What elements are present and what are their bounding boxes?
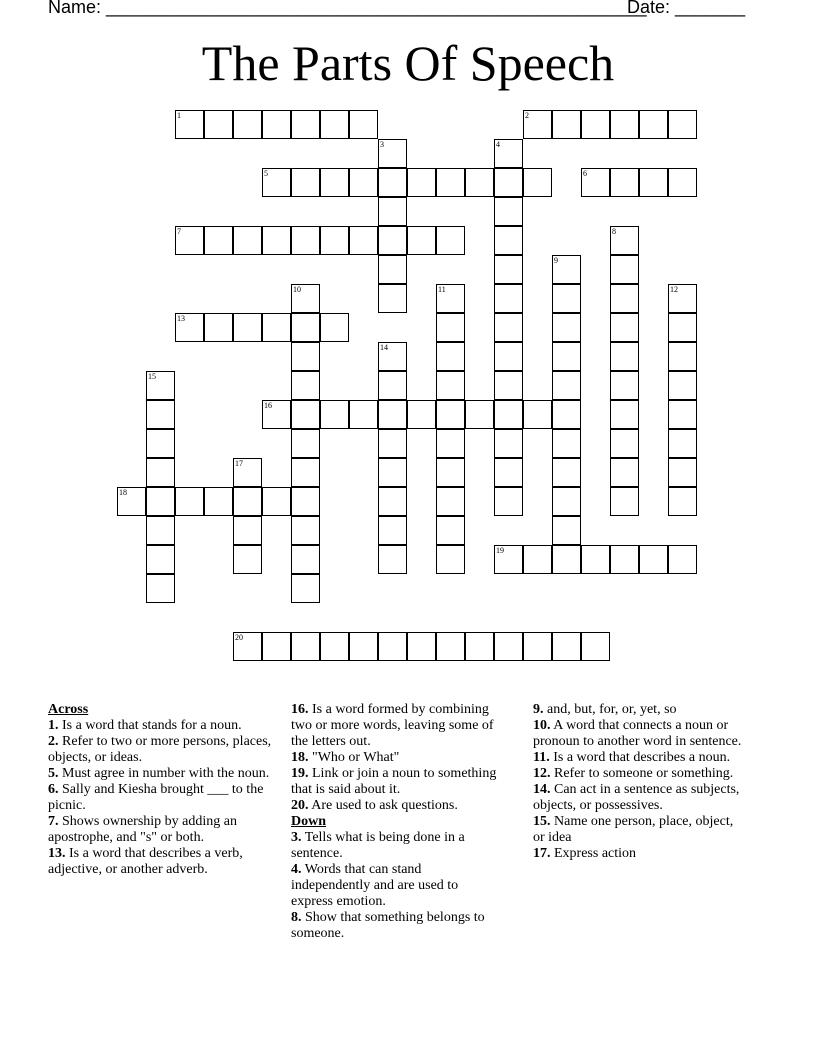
grid-cell[interactable] bbox=[552, 313, 581, 342]
grid-cell[interactable] bbox=[552, 487, 581, 516]
grid-cell[interactable] bbox=[378, 342, 407, 371]
grid-cell[interactable] bbox=[436, 429, 465, 458]
clue-number-label: 2 bbox=[525, 111, 529, 120]
grid-cell[interactable] bbox=[581, 545, 610, 574]
grid-cell[interactable] bbox=[610, 487, 639, 516]
grid-cell[interactable] bbox=[378, 545, 407, 574]
grid-cell[interactable] bbox=[494, 313, 523, 342]
date-field[interactable]: Date: _______ bbox=[627, 0, 746, 17]
page-title: The Parts Of Speech bbox=[201, 35, 615, 91]
grid-cell[interactable] bbox=[436, 168, 465, 197]
clue-across-5: 5. Must agree in number with the noun. bbox=[48, 766, 270, 781]
grid-cell[interactable] bbox=[523, 168, 552, 197]
grid-cell[interactable] bbox=[639, 545, 668, 574]
grid-cell[interactable] bbox=[204, 110, 233, 139]
grid-cell[interactable] bbox=[378, 487, 407, 516]
grid-cell[interactable] bbox=[146, 574, 175, 603]
grid-cell[interactable] bbox=[436, 545, 465, 574]
grid-cell[interactable] bbox=[175, 487, 204, 516]
clue-number-label: 1 bbox=[177, 111, 181, 120]
grid-cell[interactable] bbox=[436, 400, 465, 429]
grid-cell[interactable] bbox=[436, 516, 465, 545]
grid-cell[interactable] bbox=[552, 342, 581, 371]
clue-across-1: 1. Is a word that stands for a noun. bbox=[48, 718, 242, 733]
grid-cell[interactable] bbox=[668, 168, 697, 197]
grid-cell[interactable] bbox=[610, 545, 639, 574]
grid-cell[interactable] bbox=[581, 110, 610, 139]
grid-cell[interactable] bbox=[291, 371, 320, 400]
grid-cell[interactable] bbox=[349, 632, 378, 661]
clue-down-3: 3. Tells what is being done in a sentence. bbox=[291, 830, 465, 861]
grid-cell[interactable] bbox=[494, 458, 523, 487]
grid-cell[interactable] bbox=[291, 342, 320, 371]
clue-down-4: 4. Words that can stand independently and are used to express emotion. bbox=[291, 862, 459, 909]
grid-cell[interactable] bbox=[668, 371, 697, 400]
clue-across-7: 7. Shows ownership by adding an apostrophe, and "s" or both. bbox=[48, 814, 237, 845]
grid-cell[interactable] bbox=[262, 632, 291, 661]
grid-cell[interactable] bbox=[668, 400, 697, 429]
grid-cell[interactable] bbox=[262, 487, 291, 516]
grid-cell[interactable] bbox=[349, 400, 378, 429]
grid-cell[interactable] bbox=[552, 284, 581, 313]
grid-cell[interactable] bbox=[146, 371, 175, 400]
grid-cell[interactable] bbox=[494, 168, 523, 197]
clue-number-label: 13 bbox=[177, 314, 185, 323]
grid-cell[interactable] bbox=[436, 487, 465, 516]
grid-cell[interactable] bbox=[494, 342, 523, 371]
grid-cell[interactable] bbox=[146, 516, 175, 545]
grid-cell[interactable] bbox=[610, 255, 639, 284]
clue-number-label: 20 bbox=[235, 633, 243, 642]
grid-cell[interactable] bbox=[320, 168, 349, 197]
grid-cell[interactable] bbox=[233, 632, 262, 661]
grid-cell[interactable] bbox=[233, 516, 262, 545]
clue-number-label: 10 bbox=[293, 285, 301, 294]
grid-cell[interactable] bbox=[436, 313, 465, 342]
grid-cell[interactable] bbox=[378, 168, 407, 197]
grid-cell[interactable] bbox=[378, 139, 407, 168]
grid-cell[interactable] bbox=[175, 110, 204, 139]
grid-cell[interactable] bbox=[523, 545, 552, 574]
clue-down-11: 11. Is a word that describes a noun. bbox=[533, 750, 731, 765]
name-field[interactable]: Name: ______________________________________________________ bbox=[48, 0, 647, 17]
grid-cell[interactable] bbox=[378, 226, 407, 255]
grid-cell[interactable] bbox=[233, 545, 262, 574]
grid-cell[interactable] bbox=[494, 400, 523, 429]
grid-cell[interactable] bbox=[291, 545, 320, 574]
grid-cell[interactable] bbox=[610, 284, 639, 313]
grid-cell[interactable] bbox=[668, 429, 697, 458]
grid-cell[interactable] bbox=[233, 110, 262, 139]
grid-cell[interactable] bbox=[204, 313, 233, 342]
grid-cell[interactable] bbox=[407, 168, 436, 197]
grid-cell[interactable] bbox=[465, 400, 494, 429]
grid-cell[interactable] bbox=[291, 226, 320, 255]
grid-cell[interactable] bbox=[436, 632, 465, 661]
grid-cell[interactable] bbox=[320, 110, 349, 139]
grid-cell[interactable] bbox=[291, 110, 320, 139]
grid-cell[interactable] bbox=[668, 110, 697, 139]
grid-cell[interactable] bbox=[320, 632, 349, 661]
clue-number-label: 18 bbox=[119, 488, 127, 497]
grid-cell[interactable] bbox=[523, 110, 552, 139]
grid-cell[interactable] bbox=[291, 429, 320, 458]
grid-cell[interactable] bbox=[552, 255, 581, 284]
grid-cell[interactable] bbox=[378, 632, 407, 661]
grid-cell[interactable] bbox=[436, 284, 465, 313]
grid-cell[interactable] bbox=[407, 226, 436, 255]
grid-cell[interactable] bbox=[378, 400, 407, 429]
clues-column-2 bbox=[291, 702, 503, 942]
grid-cell[interactable] bbox=[291, 632, 320, 661]
grid-cell[interactable] bbox=[262, 313, 291, 342]
grid-cell[interactable] bbox=[436, 458, 465, 487]
grid-cell[interactable] bbox=[552, 516, 581, 545]
grid-cell[interactable] bbox=[610, 458, 639, 487]
clue-number-label: 3 bbox=[380, 140, 384, 149]
grid-cell[interactable] bbox=[465, 632, 494, 661]
grid-cell[interactable] bbox=[349, 110, 378, 139]
grid-cell[interactable] bbox=[291, 400, 320, 429]
clue-down-9: 9. and, but, for, or, yet, so bbox=[533, 702, 677, 717]
clue-across-19: 19. Link or join a noun to something that is said about it. bbox=[291, 766, 497, 797]
clue-number-label: 6 bbox=[583, 169, 587, 178]
grid-cell[interactable] bbox=[494, 632, 523, 661]
grid-cell[interactable] bbox=[494, 429, 523, 458]
clue-down-14: 14. Can act in a sentence as subjects, objects, or possessives. bbox=[533, 782, 740, 813]
grid-cell[interactable] bbox=[146, 545, 175, 574]
clue-down-17: 17. Express action bbox=[533, 846, 637, 861]
grid-cell[interactable] bbox=[146, 487, 175, 516]
grid-cell[interactable] bbox=[494, 371, 523, 400]
grid-cell[interactable] bbox=[668, 284, 697, 313]
grid-cell[interactable] bbox=[407, 400, 436, 429]
grid-cell[interactable] bbox=[204, 487, 233, 516]
grid-cell[interactable] bbox=[320, 313, 349, 342]
grid-cell[interactable] bbox=[552, 110, 581, 139]
grid-cell[interactable] bbox=[291, 284, 320, 313]
clue-number-label: 4 bbox=[496, 140, 500, 149]
clue-number-label: 8 bbox=[612, 227, 616, 236]
grid-cell[interactable] bbox=[552, 400, 581, 429]
clue-across-6: 6. Sally and Kiesha brought ___ to the picnic. bbox=[48, 782, 264, 813]
clue-down-15: 15. Name one person, place, object, or idea bbox=[533, 814, 734, 845]
grid-cell[interactable] bbox=[233, 487, 262, 516]
clue-number-label: 9 bbox=[554, 256, 558, 265]
grid-cell[interactable] bbox=[610, 226, 639, 255]
grid-cell[interactable] bbox=[610, 110, 639, 139]
grid-cell[interactable] bbox=[320, 400, 349, 429]
grid-cell[interactable] bbox=[262, 168, 291, 197]
grid-cell[interactable] bbox=[146, 429, 175, 458]
grid-cell[interactable] bbox=[552, 545, 581, 574]
grid-cell[interactable] bbox=[552, 632, 581, 661]
grid-cell[interactable] bbox=[233, 458, 262, 487]
grid-cell[interactable] bbox=[262, 226, 291, 255]
grid-cell[interactable] bbox=[233, 226, 262, 255]
grid-cell[interactable] bbox=[610, 313, 639, 342]
clue-number-label: 14 bbox=[380, 343, 388, 352]
grid-cell[interactable] bbox=[552, 371, 581, 400]
clue-number-label: 19 bbox=[496, 546, 504, 555]
grid-cell[interactable] bbox=[668, 458, 697, 487]
grid-cell[interactable] bbox=[581, 168, 610, 197]
grid-cell[interactable] bbox=[378, 284, 407, 313]
down-heading: Down bbox=[291, 814, 327, 829]
grid-cell[interactable] bbox=[639, 168, 668, 197]
grid-cell[interactable] bbox=[175, 226, 204, 255]
grid-cell[interactable] bbox=[668, 545, 697, 574]
grid-cell[interactable] bbox=[465, 168, 494, 197]
across-heading: Across bbox=[48, 702, 89, 717]
grid-cell[interactable] bbox=[320, 226, 349, 255]
grid-cell[interactable] bbox=[291, 458, 320, 487]
grid-cell[interactable] bbox=[494, 139, 523, 168]
clues-column-3 bbox=[533, 702, 748, 862]
grid-cell[interactable] bbox=[610, 429, 639, 458]
clues-column-1 bbox=[48, 702, 278, 878]
clue-across-2: 2. Refer to two or more persons, places, objects, or ideas. bbox=[48, 734, 272, 765]
grid-cell[interactable] bbox=[610, 342, 639, 371]
grid-cell[interactable] bbox=[494, 226, 523, 255]
clue-number-label: 12 bbox=[670, 285, 678, 294]
grid-cell[interactable] bbox=[378, 197, 407, 226]
clue-down-10: 10. A word that connects a noun or pronoun to another word in sentence. bbox=[533, 718, 742, 749]
clue-across-16: 16. Is a word formed by combining two or more words, leaving some of the letters out. bbox=[291, 702, 494, 749]
clue-number-label: 7 bbox=[177, 227, 181, 236]
grid-cell[interactable] bbox=[378, 429, 407, 458]
grid-cell[interactable] bbox=[436, 371, 465, 400]
grid-cell[interactable] bbox=[378, 516, 407, 545]
grid-cell[interactable] bbox=[494, 255, 523, 284]
clue-across-20: 20. Are used to ask questions. bbox=[291, 798, 458, 813]
clue-across-18: 18. "Who or What" bbox=[291, 750, 400, 765]
grid-cell[interactable] bbox=[610, 168, 639, 197]
grid-cell[interactable] bbox=[494, 284, 523, 313]
grid-cell[interactable] bbox=[378, 371, 407, 400]
grid-cell[interactable] bbox=[262, 110, 291, 139]
clue-number-label: 5 bbox=[264, 169, 268, 178]
grid-cell[interactable] bbox=[494, 487, 523, 516]
grid-cell[interactable] bbox=[378, 255, 407, 284]
clue-across-13: 13. Is a word that describes a verb, adjective, or another adverb. bbox=[48, 846, 243, 877]
grid-cell[interactable] bbox=[552, 429, 581, 458]
grid-cell[interactable] bbox=[117, 487, 146, 516]
grid-cell[interactable] bbox=[639, 110, 668, 139]
grid-cell[interactable] bbox=[407, 632, 436, 661]
grid-cell[interactable] bbox=[175, 313, 204, 342]
grid-cell[interactable] bbox=[581, 632, 610, 661]
clue-number-label: 15 bbox=[148, 372, 156, 381]
clue-number-label: 17 bbox=[235, 459, 243, 468]
grid-cell[interactable] bbox=[262, 400, 291, 429]
grid-cell[interactable] bbox=[291, 313, 320, 342]
grid-cell[interactable] bbox=[668, 487, 697, 516]
grid-cell[interactable] bbox=[668, 313, 697, 342]
grid-cell[interactable] bbox=[436, 342, 465, 371]
grid-cell[interactable] bbox=[552, 458, 581, 487]
grid-cell[interactable] bbox=[494, 545, 523, 574]
clue-down-12: 12. Refer to someone or something. bbox=[533, 766, 734, 781]
grid-cell[interactable] bbox=[436, 226, 465, 255]
grid-cell[interactable] bbox=[291, 487, 320, 516]
grid-cell[interactable] bbox=[610, 371, 639, 400]
grid-cell[interactable] bbox=[668, 342, 697, 371]
grid-cell[interactable] bbox=[204, 226, 233, 255]
grid-cell[interactable] bbox=[494, 197, 523, 226]
clue-number-label: 11 bbox=[438, 285, 446, 294]
grid-cell[interactable] bbox=[291, 168, 320, 197]
grid-cell[interactable] bbox=[291, 574, 320, 603]
clue-down-8: 8. Show that something belongs to someone. bbox=[291, 910, 485, 941]
grid-cell[interactable] bbox=[523, 400, 552, 429]
grid-cell[interactable] bbox=[349, 168, 378, 197]
grid-cell[interactable] bbox=[378, 458, 407, 487]
grid-cell[interactable] bbox=[523, 632, 552, 661]
grid-cell[interactable] bbox=[291, 516, 320, 545]
grid-cell[interactable] bbox=[146, 400, 175, 429]
clue-number-label: 16 bbox=[264, 401, 272, 410]
grid-cell[interactable] bbox=[146, 458, 175, 487]
grid-cell[interactable] bbox=[349, 226, 378, 255]
grid-cell[interactable] bbox=[233, 313, 262, 342]
grid-cell[interactable] bbox=[610, 400, 639, 429]
